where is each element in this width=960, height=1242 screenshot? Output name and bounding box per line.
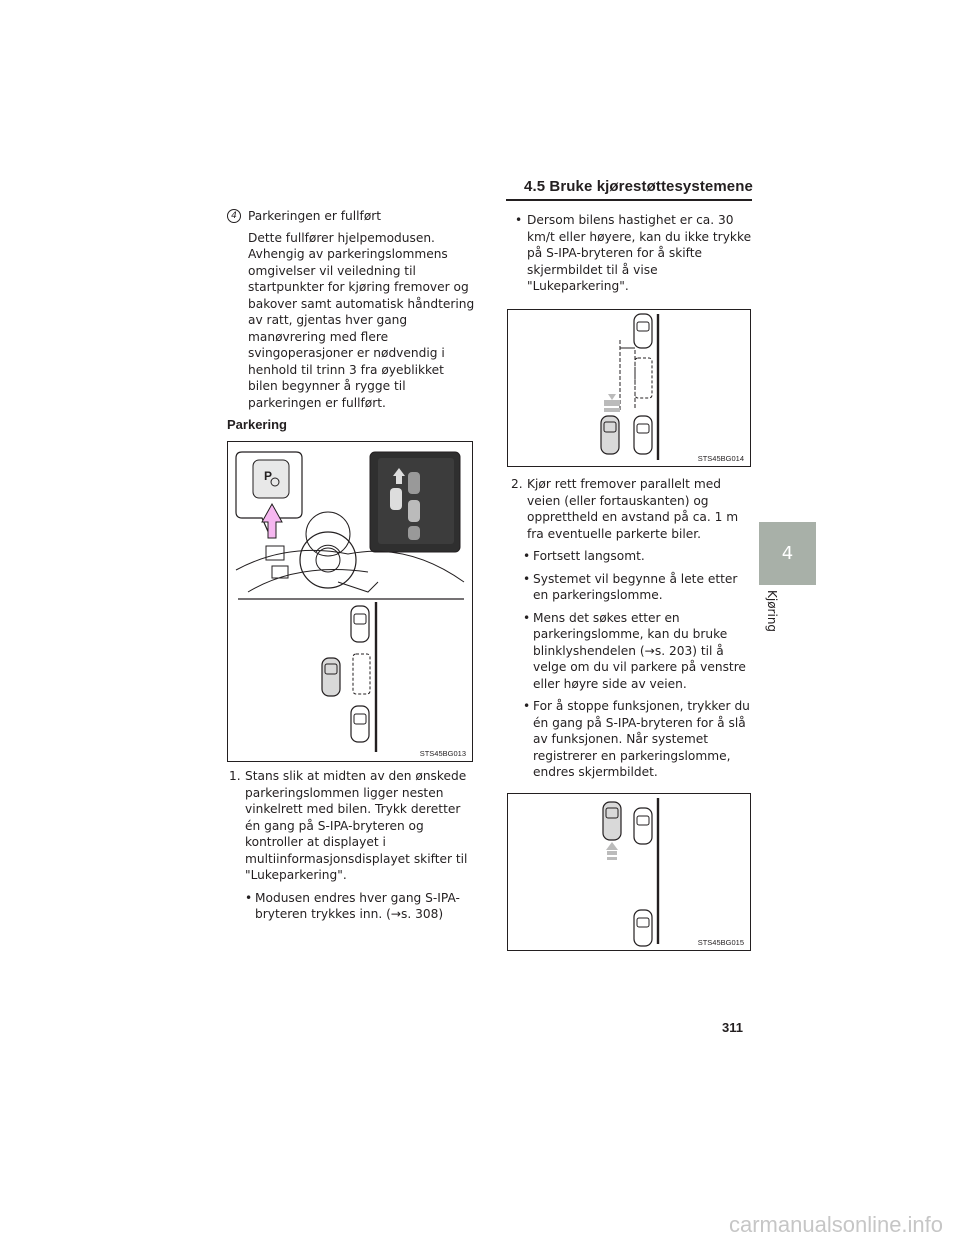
figure-code: STS45BG015 <box>697 938 744 947</box>
chapter-number: 4 <box>781 543 794 564</box>
step-2-text: Kjør rett fremover parallelt med veien (eller fortauskanten) og opprettheld en avstand på ca. 1 m fra eventuelle parkerte biler. <box>527 477 739 541</box>
figure-code: STS45BG013 <box>419 749 466 758</box>
bullet-item: • Mens det søkes etter en parkeringslomme, kan du bruke blinklyshendelen (→s. 203) til å velge om du vil parkere på venstre eller høyre side av veien. <box>515 610 755 693</box>
bullet-item: • Fortsett langsomt. <box>515 548 755 565</box>
right-column-top <box>507 212 753 295</box>
step-1-number: 1. <box>229 769 241 783</box>
left-column-lower <box>229 768 479 923</box>
step-2-number: 2. <box>511 477 523 491</box>
parking-switch-illustration <box>228 442 474 763</box>
right-column-lower <box>511 476 755 781</box>
step-body: Dette fullfører hjelpemodusen. Avhengig av parkeringslommens omgivelser vil veiledning til startpunkter for kjøring fremover og bakover samt automatisk håndtering av ratt, gjentas hver gang manøvrering med flere svingoperasjoner er nødvendig i henhold til trinn 3 fra øyeblikket bilen begynner å rygge til parkeringen er fullført. <box>248 230 475 410</box>
step-4 <box>227 208 477 411</box>
watermark: carmanualsonline.info <box>729 1212 944 1237</box>
figure-driving <box>507 793 751 951</box>
figure-code: STS45BG014 <box>697 454 744 463</box>
chapter-tab <box>759 522 816 585</box>
section-heading: Parkering <box>227 417 287 432</box>
left-column <box>227 208 477 434</box>
page-number: 311 <box>722 1020 743 1035</box>
step-2 <box>511 476 755 542</box>
button-label: P <box>264 469 273 483</box>
section-title: 4.5 Bruke kjørestøttesystemene <box>524 178 753 195</box>
searching-illustration <box>508 310 752 468</box>
chapter-label: Kjøring <box>765 590 779 633</box>
header-rule <box>506 199 752 201</box>
bullet-item: • For å stoppe funksjonen, trykker du én gang på S-IPA-bryteren for å slå av funksjonen. Når systemet registrerer en parkeringslomme, endres skjermbildet. <box>515 698 755 781</box>
bullet-item: • Systemet vil begynne å lete etter en parkeringslomme. <box>515 571 755 604</box>
driving-illustration <box>508 794 752 952</box>
speed-bullet: • Dersom bilens hastighet er ca. 30 km/t eller høyere, kan du ikke trykke på S-IPA-bryteren for å skifte skjermbildet til å vise "Lukeparkering". <box>507 212 753 295</box>
step-1 <box>229 768 479 884</box>
step-title: Parkeringen er fullført <box>248 209 382 223</box>
step-number: 4 <box>227 209 241 223</box>
step-1-text: Stans slik at midten av den ønskede parkeringslommen ligger nesten vinkelrett med bilen. Trykk deretter én gang på S-IPA-bryteren og kontroller at displayet i multiinformasjonsdisplayet skifter til "Lukeparkering". <box>245 769 468 882</box>
step-1-bullet: • Modusen endres hver gang S-IPA-bryteren trykkes inn. (→s. 308) <box>237 890 479 923</box>
figure-searching <box>507 309 751 467</box>
figure-parking-switch <box>227 441 473 762</box>
